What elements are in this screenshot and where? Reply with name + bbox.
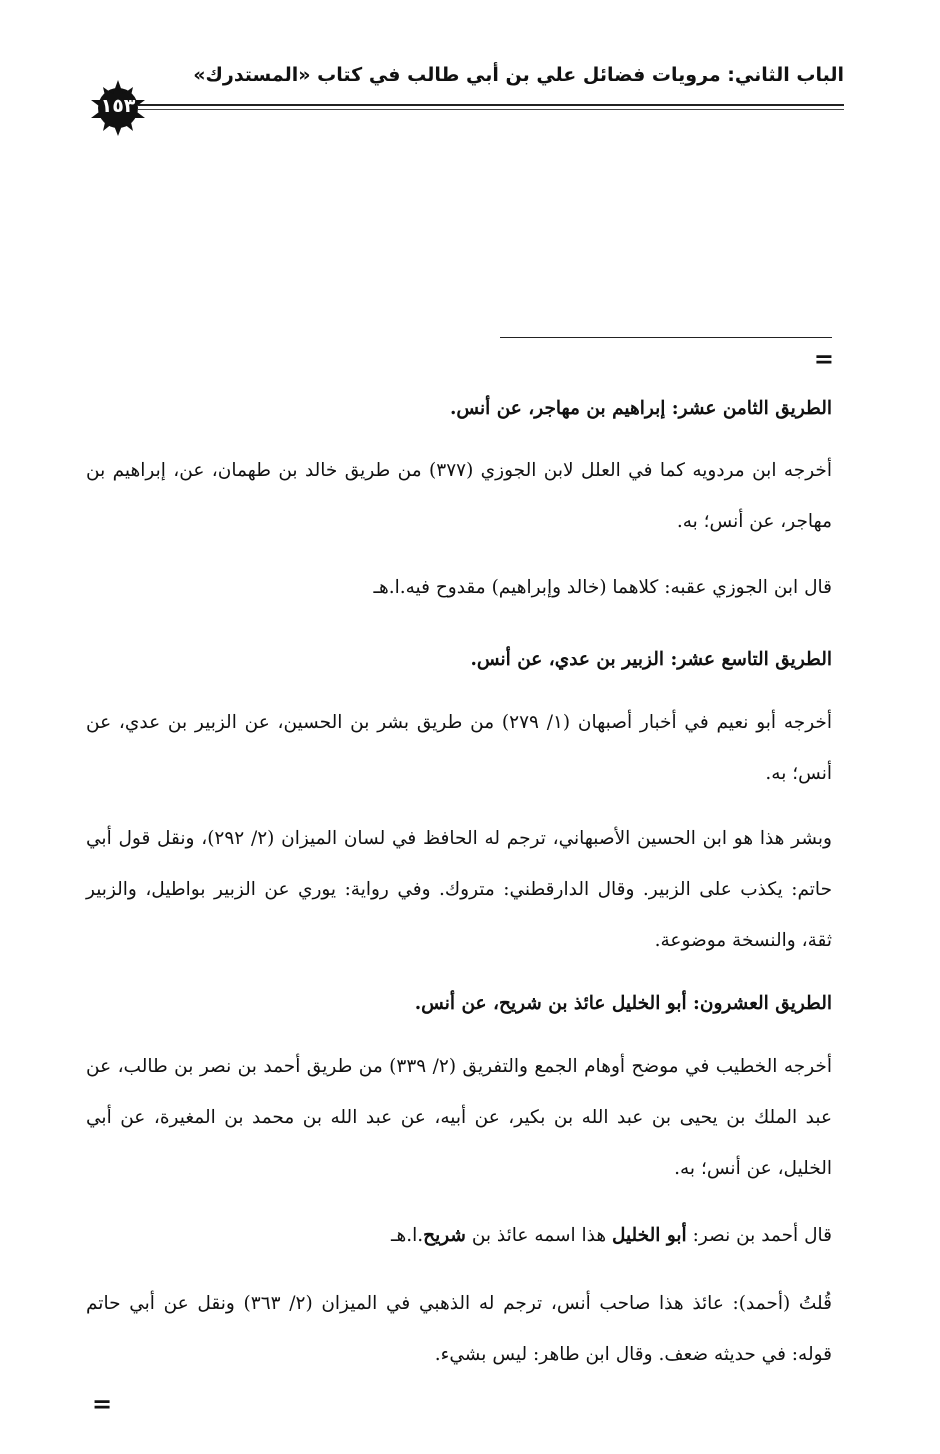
path-heading-20: الطريق العشرون: أبو الخليل عائذ بن شريح، عن أنس. xyxy=(414,993,832,1014)
paragraph-bishr: وبشر هذا هو ابن الحسين الأصبهاني، ترجم له الحافظ في لسان الميزان (٢/ ٢٩٢)، ونقل قول أبي حاتم: يكذب على الزبير. وقال الدارقطني: متروك. وفي رواية: يوري عن الزبير بواطيل، والزبير ثقة، والنسخة موضوعة. xyxy=(86,828,832,951)
page-header xyxy=(88,58,844,128)
page-number: ١٥٣ xyxy=(100,95,136,117)
header-rule-thin xyxy=(138,109,844,110)
paragraph-ibn-marduwayh: أخرجه ابن مردويه كما في العلل لابن الجوزي (٣٧٧) من طريق خالد بن طهمان، عن، إبراهيم بن مهاجر، عن أنس؛ به. xyxy=(86,460,833,532)
footnote-separator xyxy=(500,337,832,338)
running-title: الباب الثاني: مرويات فضائل علي بن أبي طالب في كتاب «المستدرك» xyxy=(193,64,844,86)
paragraph-al-khatib: أخرجه الخطيب في موضح أوهام الجمع والتفريق (٢/ ٣٣٩) من طريق أحمد بن نصر بن طالب، عن عبد الملك بن يحيى بن عبد الله بن بكير، عن أبيه، عن عبد الله بن محمد بن المغيرة، عن أبي الخليل، عن أنس؛ به. xyxy=(86,1056,832,1179)
path-heading-19: الطريق التاسع عشر: الزبير بن عدي، عن أنس. xyxy=(470,649,832,670)
paragraph-ahmad-bin-nasr xyxy=(86,1210,832,1261)
text-segment: هذا اسمه عائذ بن xyxy=(465,1225,612,1246)
header-rule xyxy=(138,104,844,106)
paragraph-author-note: قُلتُ (أحمد): عائذ هذا صاحب أنس، ترجم له الذهبي في الميزان (٢/ ٣٦٣) ونقل عن أبي حاتم قوله: في حديثه ضعف. وقال ابن طاهر: ليس بشيء. xyxy=(86,1293,833,1365)
path-heading-18: الطريق الثامن عشر: إبراهيم بن مهاجر، عن أنس. xyxy=(449,398,832,419)
paragraph-ibn-al-jawzi: قال ابن الجوزي عقبه: كلاهما (خالد وإبراهيم) مقدوح فيه.ا.هـ xyxy=(373,577,832,598)
text-segment: قال أحمد بن نصر: xyxy=(686,1225,832,1246)
bold-name-abu-al-khalil: أبو الخليل xyxy=(611,1225,687,1246)
continuation-marker-bottom: = xyxy=(92,1390,113,1418)
paragraph-abu-nuaym: أخرجه أبو نعيم في أخبار أصبهان (١/ ٢٧٩) من طريق بشر بن الحسين، عن الزبير بن عدي، عن أنس؛ به. xyxy=(86,712,832,784)
continuation-marker-top: = xyxy=(813,345,834,373)
text-segment: .ا.هـ xyxy=(391,1225,424,1246)
page-number-badge xyxy=(88,78,148,138)
bold-name-shurayh: شريح xyxy=(423,1225,466,1246)
